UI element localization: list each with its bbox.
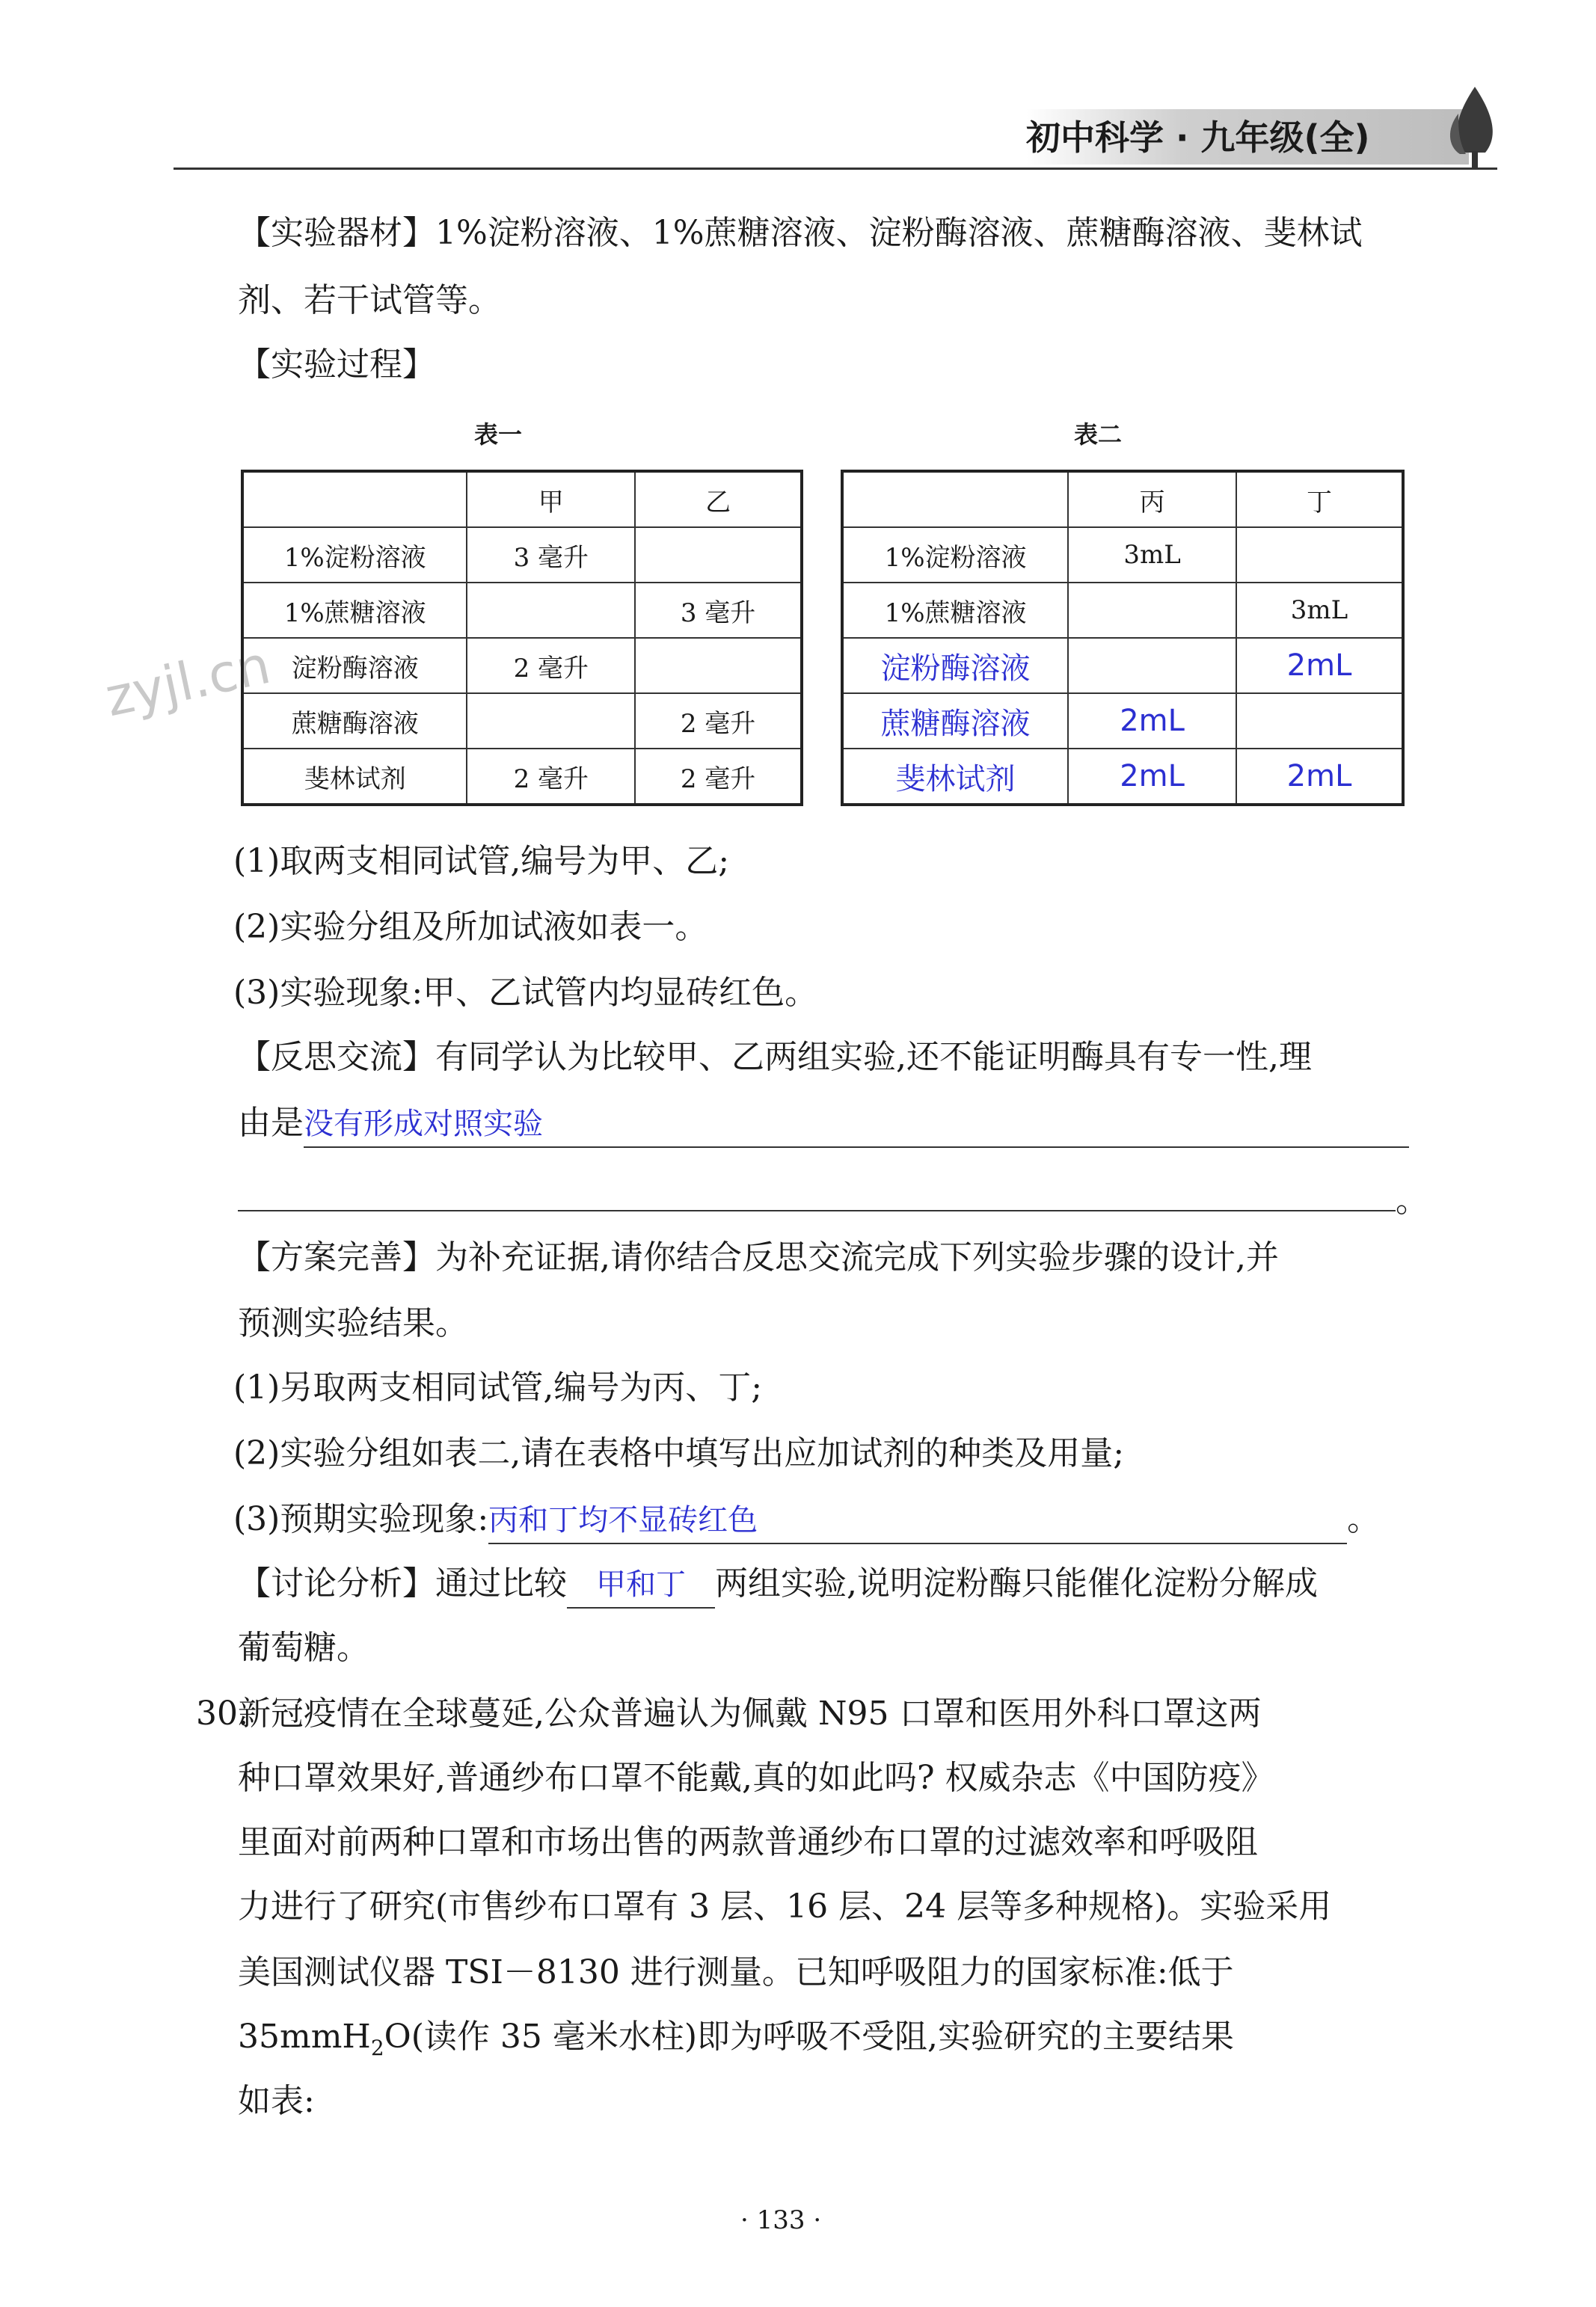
table-header-cell: 丙 [1068, 471, 1236, 527]
table-row [242, 527, 802, 583]
table-cell: 2 毫升 [635, 693, 802, 749]
table-cell: 3mL [1236, 583, 1403, 638]
table-cell: 1%淀粉溶液 [842, 527, 1068, 583]
header-rule [174, 168, 1497, 170]
table-cell [467, 693, 635, 749]
table-row [242, 583, 802, 638]
discussion-line-1: 【讨论分析】通过比较 甲和丁 两组实验,说明淀粉酶只能催化淀粉分解成 [238, 1561, 1318, 1609]
reflection-answer: 没有形成对照实验 [304, 1107, 543, 1141]
table-header-cell: 乙 [635, 471, 802, 527]
table-header-row [842, 471, 1403, 527]
q30-line-4: 力进行了研究(市售纱布口罩有 3 层、16 层、24 层等多种规格)。实验采用 [238, 1887, 1332, 1926]
table-answer-cell: 2mL [1236, 749, 1403, 805]
header-title: 初中科学 · 九年级(全) [1026, 117, 1370, 158]
q30-line-6: 35mmH$_2$O(读作 35 毫米水柱)即为呼吸不受阻,实验研究的主要结果 [238, 2018, 1234, 2060]
table-row [842, 583, 1403, 638]
table-header-cell [242, 471, 467, 527]
q30-line-1: 新冠疫情在全球蔓延,公众普遍认为佩戴 N95 口罩和医用外科口罩这两 [238, 1695, 1262, 1733]
table-row [242, 693, 802, 749]
table-cell [1068, 583, 1236, 638]
watermark: zyjl.cn [99, 633, 276, 729]
table-header-row [242, 471, 802, 527]
q30-line-2: 种口罩效果好,普通纱布口罩不能戴,真的如此吗? 权威杂志《中国防疫》 [238, 1759, 1274, 1797]
table-answer-cell: 淀粉酶溶液 [842, 638, 1068, 693]
reflection-line-2: 由是没有形成对照实验 [238, 1101, 1409, 1148]
table-answer-cell: 斐林试剂 [842, 749, 1068, 805]
table-row [842, 638, 1403, 693]
table1 [241, 470, 803, 806]
table-header-cell: 甲 [467, 471, 635, 527]
discussion-answer: 甲和丁 [596, 1567, 686, 1602]
table-cell: 1%蔗糖溶液 [842, 583, 1068, 638]
improve-step-1: (1)另取两支相同试管,编号为丙、丁; [233, 1368, 763, 1407]
table-header-cell [842, 471, 1068, 527]
process-label: 【实验过程】 [238, 345, 435, 384]
table-header-cell: 丁 [1236, 471, 1403, 527]
materials-line-2: 剂、若干试管等。 [238, 281, 501, 319]
q30-line-5: 美国测试仪器 TSI－8130 进行测量。已知呼吸阻力的国家标准:低于 [238, 1953, 1234, 1991]
materials-line-1: 【实验器材】1%淀粉溶液、1%蔗糖溶液、淀粉酶溶液、蔗糖酶溶液、斐林试 [238, 214, 1363, 252]
table2 [841, 470, 1405, 806]
improve-step-3: (3)预期实验现象:丙和丁均不显砖红色 。 [233, 1497, 1380, 1544]
table-answer-cell: 蔗糖酶溶液 [842, 693, 1068, 749]
table2-caption: 表二 [1074, 420, 1123, 449]
table-cell [635, 527, 802, 583]
table-cell [467, 583, 635, 638]
table-cell: 3 毫升 [635, 583, 802, 638]
step1-2: (2)实验分组及所加试液如表一。 [233, 908, 708, 946]
table-row [842, 527, 1403, 583]
tree-logo-icon [1443, 84, 1506, 172]
table-cell: 3 毫升 [467, 527, 635, 583]
table-cell: 2 毫升 [467, 638, 635, 693]
table-cell: 3mL [1068, 527, 1236, 583]
table-cell: 1%淀粉溶液 [242, 527, 467, 583]
reflection-line-1: 【反思交流】有同学认为比较甲、乙两组实验,还不能证明酶具有专一性,理 [238, 1038, 1312, 1076]
table-cell: 1%蔗糖溶液 [242, 583, 467, 638]
table-cell [1236, 527, 1403, 583]
table-answer-cell [1236, 693, 1403, 749]
improve-line-2: 预测实验结果。 [238, 1304, 468, 1342]
table-answer-cell: 2mL [1068, 693, 1236, 749]
expected-result-answer: 丙和丁均不显砖红色 [488, 1503, 758, 1538]
improve-step-2: (2)实验分组如表二,请在表格中填写出应加试剂的种类及用量; [233, 1434, 1125, 1472]
table-row [242, 749, 802, 805]
page-number: · 133 · [740, 2205, 822, 2235]
table-row [842, 693, 1403, 749]
table-row [242, 638, 802, 693]
table-cell: 斐林试剂 [242, 749, 467, 805]
table-cell: 2 毫升 [635, 749, 802, 805]
discussion-line-2: 葡萄糖。 [238, 1629, 369, 1667]
q30-line-7: 如表: [238, 2082, 315, 2120]
table-answer-cell [1068, 638, 1236, 693]
table-cell: 2 毫升 [467, 749, 635, 805]
q30-line-3: 里面对前两种口罩和市场出售的两款普通纱布口罩的过滤效率和呼吸阻 [238, 1823, 1258, 1861]
reflection-line-3: 。 [238, 1168, 1428, 1223]
table-answer-cell: 2mL [1068, 749, 1236, 805]
step1-1: (1)取两支相同试管,编号为甲、乙; [233, 842, 730, 880]
table-row [842, 749, 1403, 805]
improve-line-1: 【方案完善】为补充证据,请你结合反思交流完成下列实验步骤的设计,并 [238, 1238, 1279, 1277]
question-number: 30. [196, 1695, 248, 1733]
table-answer-cell: 2mL [1236, 638, 1403, 693]
table-cell: 淀粉酶溶液 [242, 638, 467, 693]
step1-3: (3)实验现象:甲、乙试管内均显砖红色。 [233, 974, 818, 1012]
table-cell [635, 638, 802, 693]
table-cell: 蔗糖酶溶液 [242, 693, 467, 749]
table1-caption: 表一 [474, 420, 523, 449]
